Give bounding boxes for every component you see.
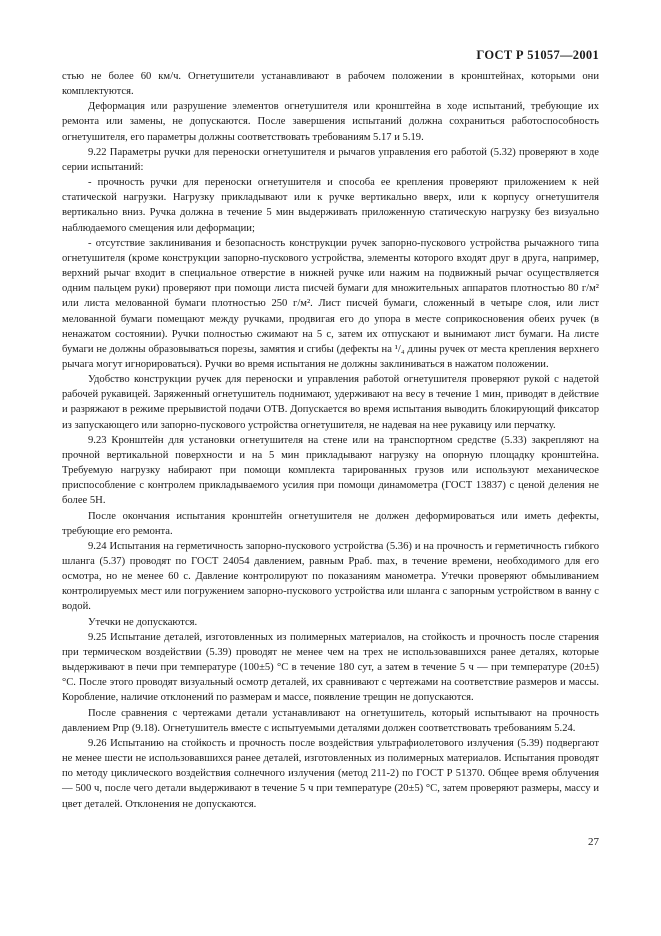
paragraph: 9.23 Кронштейн для установки огнетушителя на стене или на транспортном средстве (5.33) закрепляют на прочной вертикальной поверхности и на 5 мин прикладывают нагрузку на опорную площадку кронштейна. Требуемую нагрузку набирают при помощи комплекта тарированных грузов или используют механическое приспособление с контролем прикладываемого усилия при помощи динамометра (ГОСТ 13837) с ценой деления не более 5Н.	[62, 434, 599, 507]
paragraph: - отсутствие заклинивания и безопасность конструкции ручек запорно-пускового устройства рычажного типа огнетушителя (кроме конструкции запорно-пускового устройства, элементы которого входят друг в друга, например, верхний рычаг входит в специальное отверстие в нижней ручке или нажим на подвижный рычаг осуществляется одним пальцем руки) проверяют при помощи листа писчей бумаги для множительных аппаратов плотностью 80 г/м² или листа мелованной бумаги плотностью 250 г/м². Лист писчей бумаги, сложенный в четыре слоя, или лист мелованной бумаги помещают между ручками, продвигая его до упора в месте соприкосновения обеих ручек (в ненажатом состоянии). Ручки полностью сжимают на 5 с, затем их отпускают и вынимают лист бумаги. На листе бумаги не должны образовываться порезы, замятия и сгибы (дефекты на ¹/₄ длины ручек от места крепления верхнего рычага могут игнорироваться). Ручки во время испытания не должны заклиниваться в нажатом положении.	[62, 237, 599, 370]
paragraph: 9.24 Испытания на герметичность запорно-пускового устройства (5.36) и на прочность и герметичность гибкого шланга (5.37) проводят по ГОСТ 24054 давлением, равным Pраб. max, в течение времени, необходимого для его осмотра, но не менее 60 с. Давление контролируют по показаниям манометра. Утечки проверяют обмыливанием контролируемых мест или погружением запорно-пускового устройства или шланга с запорным устройством в ванну с водой.	[62, 540, 599, 613]
paragraph: - прочность ручки для переноски огнетушителя и способа ее крепления проверяют приложением к ней статической нагрузки. Нагрузку прикладывают или к ручке вертикально вверх, или к корпусу огнетушителя вертикально вниз. Ручка должна в течение 5 мин выдерживать приложенную статическую нагрузку без визуально наблюдаемого смещения или деформации;	[62, 177, 599, 234]
paragraph: Утечки не допускаются.	[88, 616, 198, 628]
page-number: 27	[588, 836, 599, 848]
paragraph: 9.26 Испытанию на стойкость и прочность после воздействия ультрафиолетового излучения (5.39) подвергают не менее шести не использовавшихся ранее деталей, изготовленных из полимерных материалов. Испытания проводят по методу циклического воздействия солнечного излучения (метод 211-2) по ГОСТ Р 51370. Общее время облучения — 500 ч, после чего детали выдерживают в течение 5 ч при температуре (20±5) °С, затем проверяют размеры, массу и цвет деталей. Отклонения не допускаются.	[62, 737, 599, 810]
document-code: ГОСТ Р 51057—2001	[476, 48, 599, 62]
paragraph: стью не более 60 км/ч. Огнетушители устанавливают в рабочем положении в кронштейнах, которыми они комплектуются.	[62, 71, 599, 98]
paragraph: 9.22 Параметры ручки для переноски огнетушителя и рычагов управления его работой (5.32) проверяют в ходе серии испытаний:	[62, 146, 599, 173]
paragraph: Удобство конструкции ручек для переноски и управления работой огнетушителя проверяют рукой с надетой рабочей рукавицей. Заряженный огнетушитель поднимают, удерживают на весу в течение 1 мин, приводят в действие и разряжают в режиме прерывистой подачи ОТВ. Допускается во время испытания выводить блокирующий фиксатор из запускающего или запорно-пускового устройства огнетушителя, не надевая на нее рукавицу или перчатку.	[62, 374, 599, 431]
paragraph: После сравнения с чертежами детали устанавливают на огнетушитель, который испытывают на прочность давлением Pпр (9.18). Огнетушитель вместе с испытуемыми деталями должен соответствовать требованиям 5.24.	[62, 707, 599, 734]
document-body	[62, 69, 599, 812]
paragraph: 9.25 Испытание деталей, изготовленных из полимерных материалов, на стойкость и прочность после старения при термическом воздействии (5.39) проводят не менее чем на трех не использовавшихся ранее деталях, которые выдерживают в печи при температуре (100±5) °С в течение 180 сут, а затем в течение 5 ч — при температуре (20±5) °С. После этого проводят визуальный осмотр деталей, их сравнивают с чертежами на соответствие размеров и массы. Коробление, наличие отклонений по размерам и массе, появление трещин не допускаются.	[62, 631, 599, 704]
paragraph: После окончания испытания кронштейн огнетушителя не должен деформироваться или иметь дефекты, требующие его ремонта.	[62, 510, 599, 537]
paragraph: Деформация или разрушение элементов огнетушителя или кронштейна в ходе испытаний, требующие их ремонта или замены, не допускаются. После завершения испытаний должна сохраниться работоспособность огнетушителя, его параметры должны соответствовать требованиям 5.17 и 5.19.	[62, 101, 599, 143]
